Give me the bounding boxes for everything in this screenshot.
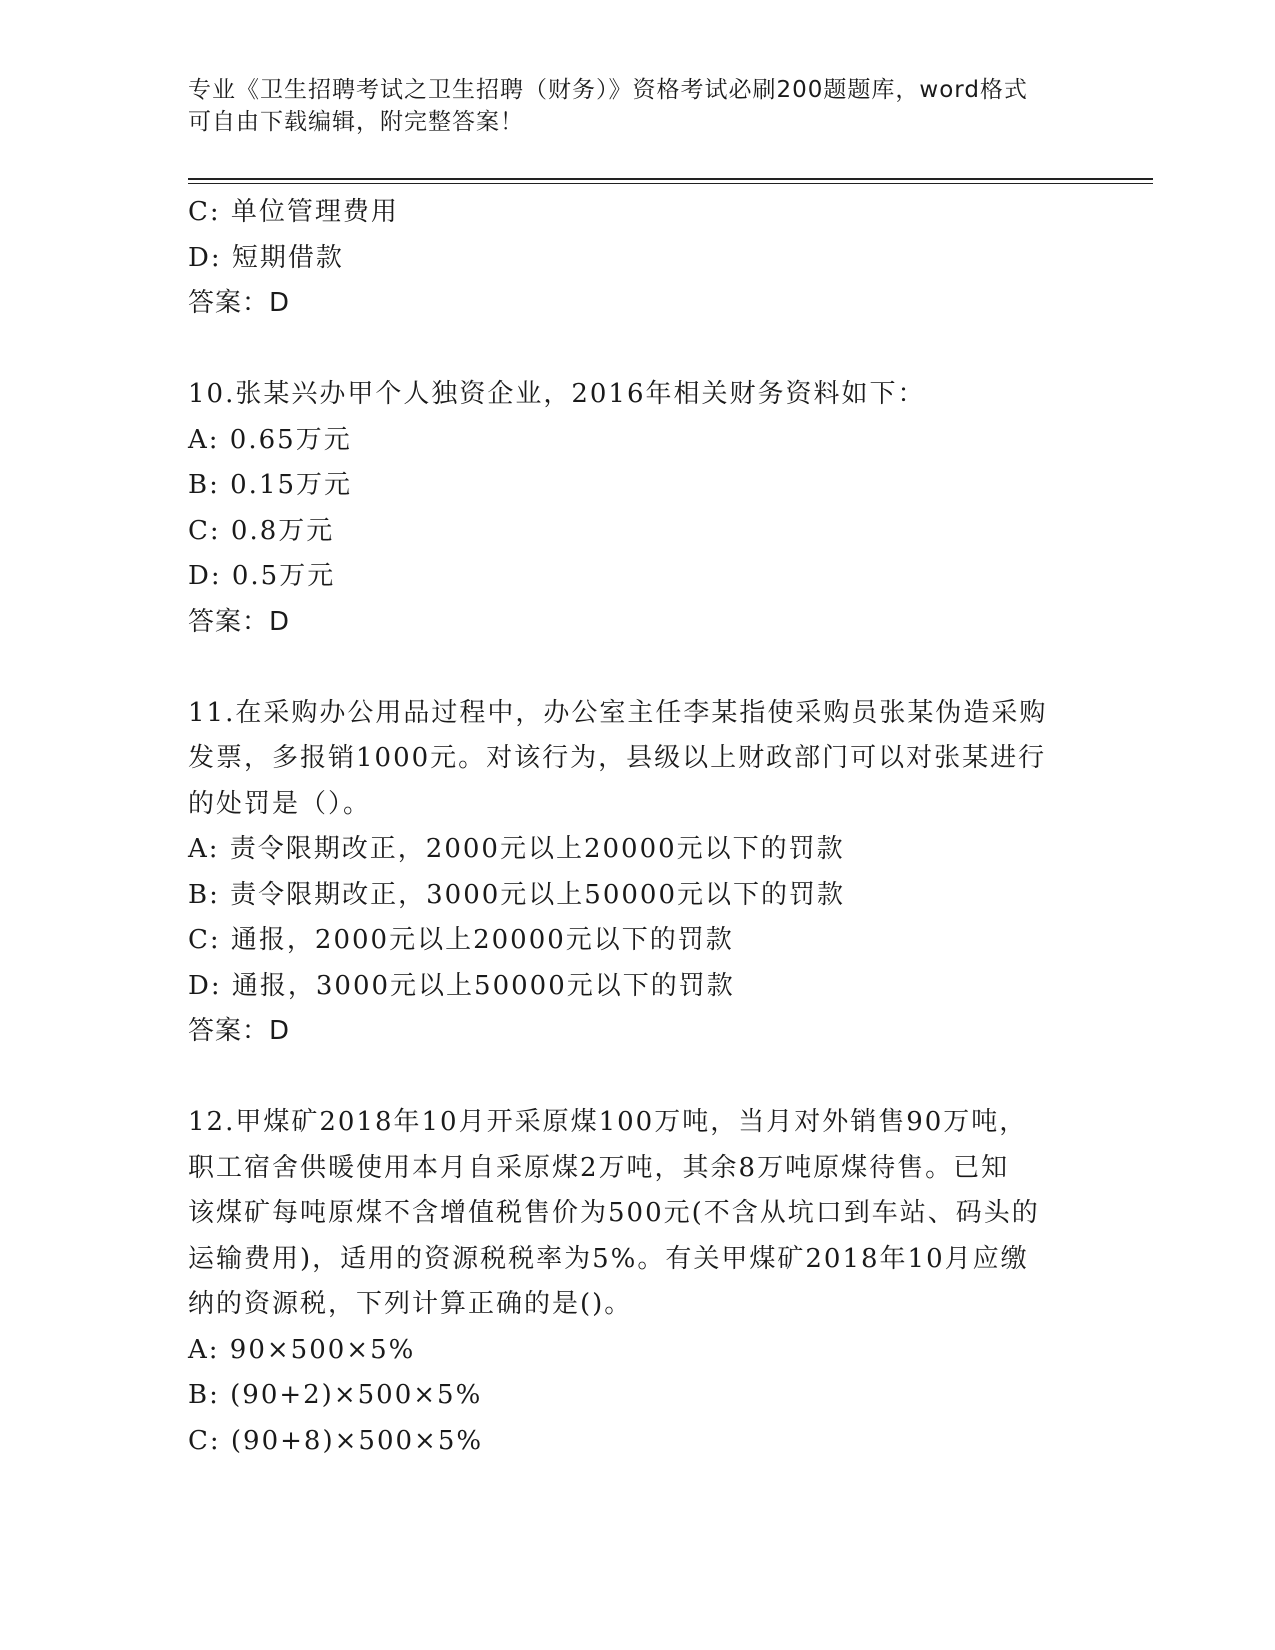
- header-divider-thick: [188, 178, 1153, 180]
- question-11-option-d: D: 通报，3000元以上50000元以下的罚款: [188, 970, 735, 1001]
- question-11-stem-line-3: 的处罚是（）。: [188, 788, 372, 819]
- header-divider-thin: [188, 183, 1153, 184]
- question-10-option-c: C: 0.8万元: [188, 515, 335, 546]
- question-12-option-c: C: (90+8)×500×5%: [188, 1425, 484, 1456]
- spacer: [188, 327, 1088, 373]
- question-list: [188, 190, 1088, 1464]
- question-12-option-a: A: 90×500×5%: [188, 1334, 416, 1365]
- question-10-stem: 10.张某兴办甲个人独资企业，2016年相关财务资料如下：: [188, 379, 926, 409]
- question-12-stem-line-2: 职工宿舍供暖使用本月自采原煤2万吨，其余8万吨原煤待售。已知: [188, 1152, 1010, 1183]
- spacer: [188, 1055, 1088, 1101]
- question-12-stem-line-5: 纳的资源税，下列计算正确的是()。: [188, 1289, 633, 1319]
- prev-question-option-c: C: 单位管理费用: [188, 197, 399, 227]
- question-11-option-b: B: 责令限期改正，3000元以上50000元以下的罚款: [188, 879, 846, 910]
- question-12-stem-line-3: 该煤矿每吨原煤不含增值税售价为500元(不含从坑口到车站、码头的: [188, 1198, 1040, 1228]
- question-10-option-b: B: 0.15万元: [188, 470, 353, 500]
- question-11-stem-line-2: 发票，多报销1000元。对该行为，县级以上财政部门可以对张某进行: [188, 743, 1047, 773]
- question-11-option-c: C: 通报，2000元以上20000元以下的罚款: [188, 925, 734, 955]
- question-11-stem-line-1: 11.在采购办公用品过程中，办公室主任李某指使采购员张某伪造采购: [188, 697, 1048, 728]
- prev-question-option-d: D: 短期借款: [188, 242, 344, 273]
- header-line-1: 专业《卫生招聘考试之卫生招聘（财务）》资格考试必刷200题题库，word格式: [188, 77, 1028, 103]
- header-line-2: 可自由下载编辑，附完整答案！: [188, 109, 524, 135]
- question-11-option-a: A: 责令限期改正，2000元以上20000元以下的罚款: [188, 834, 845, 864]
- question-10-answer: 答案：D: [188, 606, 291, 637]
- question-12-stem-line-4: 运输费用)，适用的资源税税率为5%。有关甲煤矿2018年10月应缴: [188, 1243, 1029, 1274]
- spacer: [188, 645, 1088, 691]
- question-10-option-d: D: 0.5万元: [188, 561, 336, 591]
- prev-question-answer: 答案：D: [188, 288, 291, 318]
- question-12-option-b: B: (90+2)×500×5%: [188, 1380, 483, 1410]
- question-11-answer: 答案：D: [188, 1016, 291, 1046]
- question-10-option-a: A: 0.65万元: [188, 424, 352, 455]
- document-header: [188, 74, 1088, 138]
- question-12-stem-line-1: 12.甲煤矿2018年10月开采原煤100万吨，当月对外销售90万吨，: [188, 1107, 1028, 1137]
